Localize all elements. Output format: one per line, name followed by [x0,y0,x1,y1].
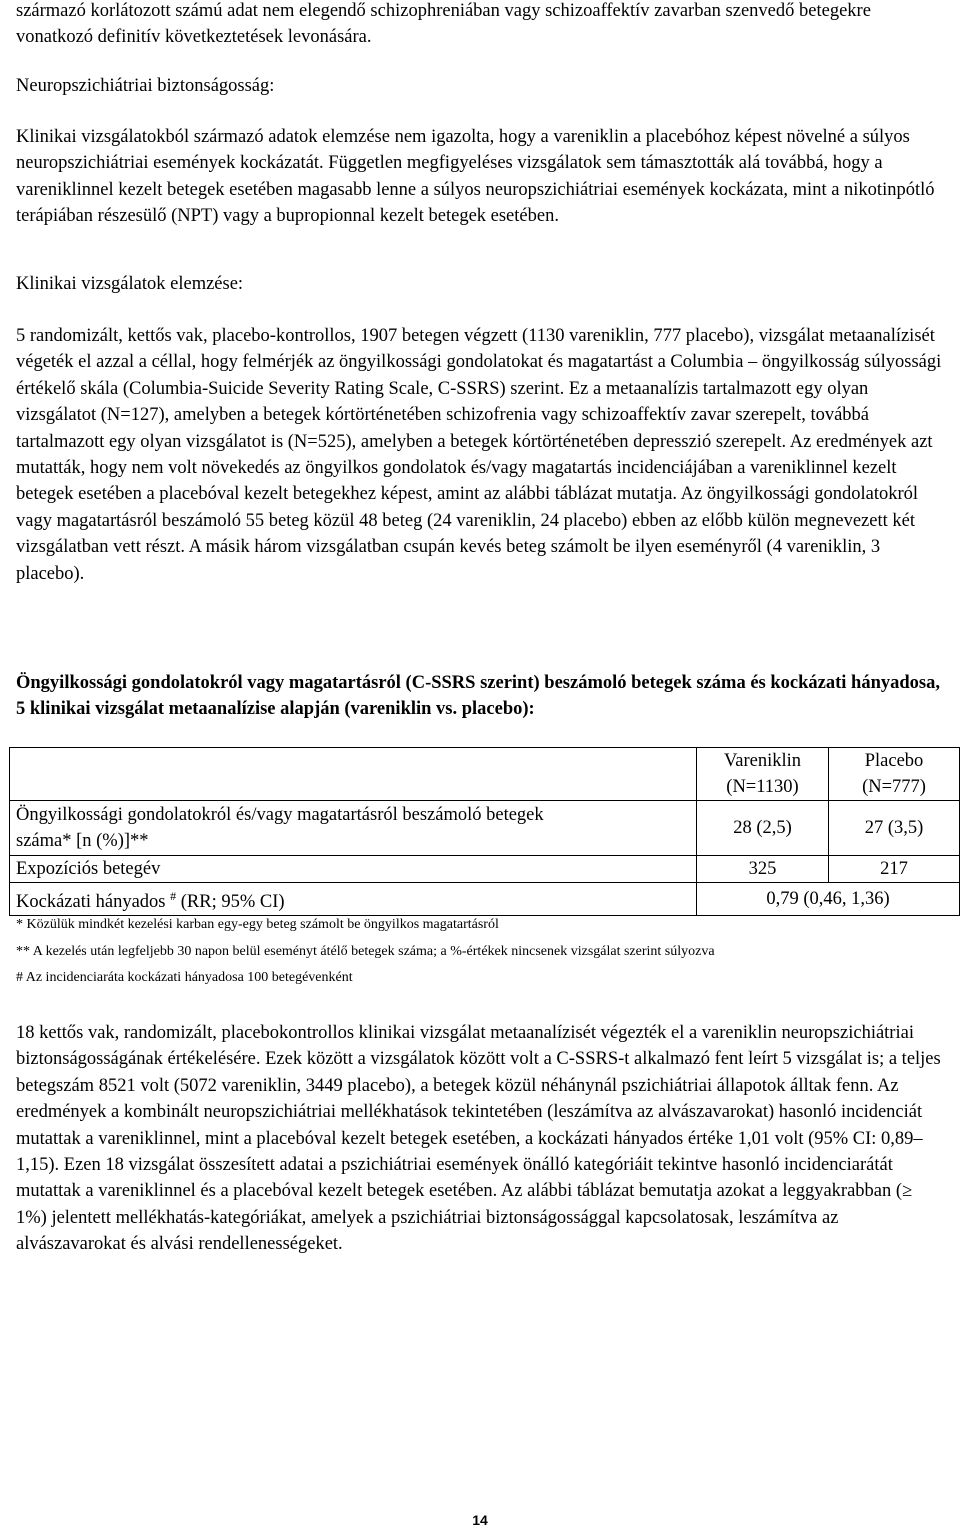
header-vareniklin-n: (N=1130) [726,777,799,797]
header-placebo-n: (N=777) [862,777,926,797]
row3-label [10,883,697,916]
row3-sup: # [170,889,177,903]
page-number: 14 [472,1512,488,1528]
row3-value: 0,79 (0,46, 1,36) [697,883,960,916]
intro-paragraph: származó korlátozott számú adat nem elegendő schizophreniában vagy schizoaffektív zavarban szenvedő betegekre vonatkozó definitív következtetések levonására. [16,1,871,48]
results-table [9,747,960,916]
second-meta-analysis-paragraph: 18 kettős vak, randomizált, placebokontrollos klinikai vizsgálat metaanalízisét végezték el a vareniklin neuropszichiátriai biztonságosságának értékelésére. Ezek között a vizsgálatok között volt a C-SSRS-t alkalmazó fent leírt 5 vizsgálat is; a teljes betegszám 8521 volt (5072 vareniklin, 3449 placebo), a betegek közül néhánynál pszichiátriai állapotok álltak fenn. Az eredmények a kombinált neuropszichiátriai mellékhatások tekintetében (leszámítva az alvászavarokat) hasonló incidenciát mutattak a vareniklinnel, mint a placebóval kezelt betegek esetében, a kockázati hányados értéke 1,01 volt (95% CI: 0,89–1,15). Ezen 18 vizsgálat összesített adatai a pszichiátriai események önálló kategóriáit tekintve hasonló incidenciarátát mutattak a vareniklinnel és a placebóval kezelt betegek esetében. Az alábbi táblázat bemutatja azokat a leggyakrabban (≥ 1%) jelentett mellékhatás-kategóriákat, amelyek a pszichiátriai biztonságossággal kapcsolatosak, leszámítva az alvászavarokat és alvási rendellenességeket. [16,1023,941,1255]
row3-label-a: Kockázati hányados [16,892,171,913]
footnote: # Az incidenciaráta kockázati hányadosa 100 betegévenként [16,970,353,985]
header-vareniklin-label: Vareniklin [723,751,802,771]
row2-label: Expozíciós betegév [10,856,697,883]
row1-placebo: 27 (3,5) [829,801,960,856]
header-vareniklin [697,748,829,801]
row2-placebo: 217 [829,856,960,883]
header-placebo-label: Placebo [864,751,924,771]
row1-vareniklin: 28 (2,5) [697,801,829,856]
row3-label-b: (RR; 95% CI) [176,892,285,913]
table-row [10,856,960,883]
row2-vareniklin: 325 [697,856,829,883]
table-title: Öngyilkossági gondolatokról vagy magatartásról (C-SSRS szerint) beszámoló betegek száma és kockázati hányadosa, 5 klinikai vizsgálat metaanalízise alapján (vareniklin vs. placebo): [16,673,940,720]
neuro-safety-heading: Neuropszichiátriai biztonságosság: [16,76,275,96]
table-header-row [10,748,960,801]
footnote: * Közülük mindkét kezelési karban egy-egy beteg számolt be öngyilkos magatartásról [16,917,499,932]
clinical-analysis-heading: Klinikai vizsgálatok elemzése: [16,274,244,294]
neuro-safety-paragraph: Klinikai vizsgálatokból származó adatok elemzése nem igazolta, hogy a vareniklin a placebóhoz képest növelné a súlyos neuropszichiátriai események kockázatát. Független megfigyeléses vizsgálatok sem támasztották alá továbbá, hogy a vareniklinnel kezelt betegek esetében magasabb lenne a súlyos neuropszichiátriai események kockázata, mint a nikotinpótló terápiában részesülő (NPT) vagy a bupropionnal kezelt betegek esetében. [16,127,935,227]
footnote: ** A kezelés után legfeljebb 30 napon belül eseményt átélő betegek száma; a %-értékek nincsenek vizsgálat szerint súlyozva [16,944,715,959]
empty-header-cell [10,748,697,801]
row1-label: Öngyilkossági gondolatokról és/vagy magatartásról beszámoló betegek száma* [n (%)]** [10,801,697,856]
meta-analysis-paragraph: 5 randomizált, kettős vak, placebo-kontrollos, 1907 betegen végzett (1130 vareniklin, 777 placebo), vizsgálat metaanalízisét végeték el azzal a céllal, hogy felmérjék az öngyilkossági gondolatokat és magatartást a Columbia – öngyilkosság súlyossági értékelő skála (Columbia-Suicide Severity Rating Scale, C-SSRS) szerint. Ez a metaanalízis tartalmazott egy olyan vizsgálatot (N=127), amelyben a betegek kórtörténetében schizofrenia vagy schizoaffektív zavar szerepelt, továbbá tartalmazott egy olyan vizsgálatot is (N=525), amelyben a betegek kórtörténetében depresszió szerepelt. Az eredmények azt mutatták, hogy nem volt növekedés az öngyilkos gondolatok és/vagy magatartás incidenciájában a vareniklinnel kezelt betegek esetében a placebóval kezelt betegekhez képest, amint az alábbi táblázat mutatja. Az öngyilkossági gondolatokról vagy magatartásról beszámoló 55 beteg közül 48 beteg (24 vareniklin, 24 placebo) ebben az előbb külön megnevezett két vizsgálatban vett részt. A másik három vizsgálatban csupán kevés beteg számolt be ilyen eseményről (4 vareniklin, 3 placebo). [16,326,942,584]
table-row [10,801,960,856]
table-row [10,883,960,916]
header-placebo [829,748,960,801]
